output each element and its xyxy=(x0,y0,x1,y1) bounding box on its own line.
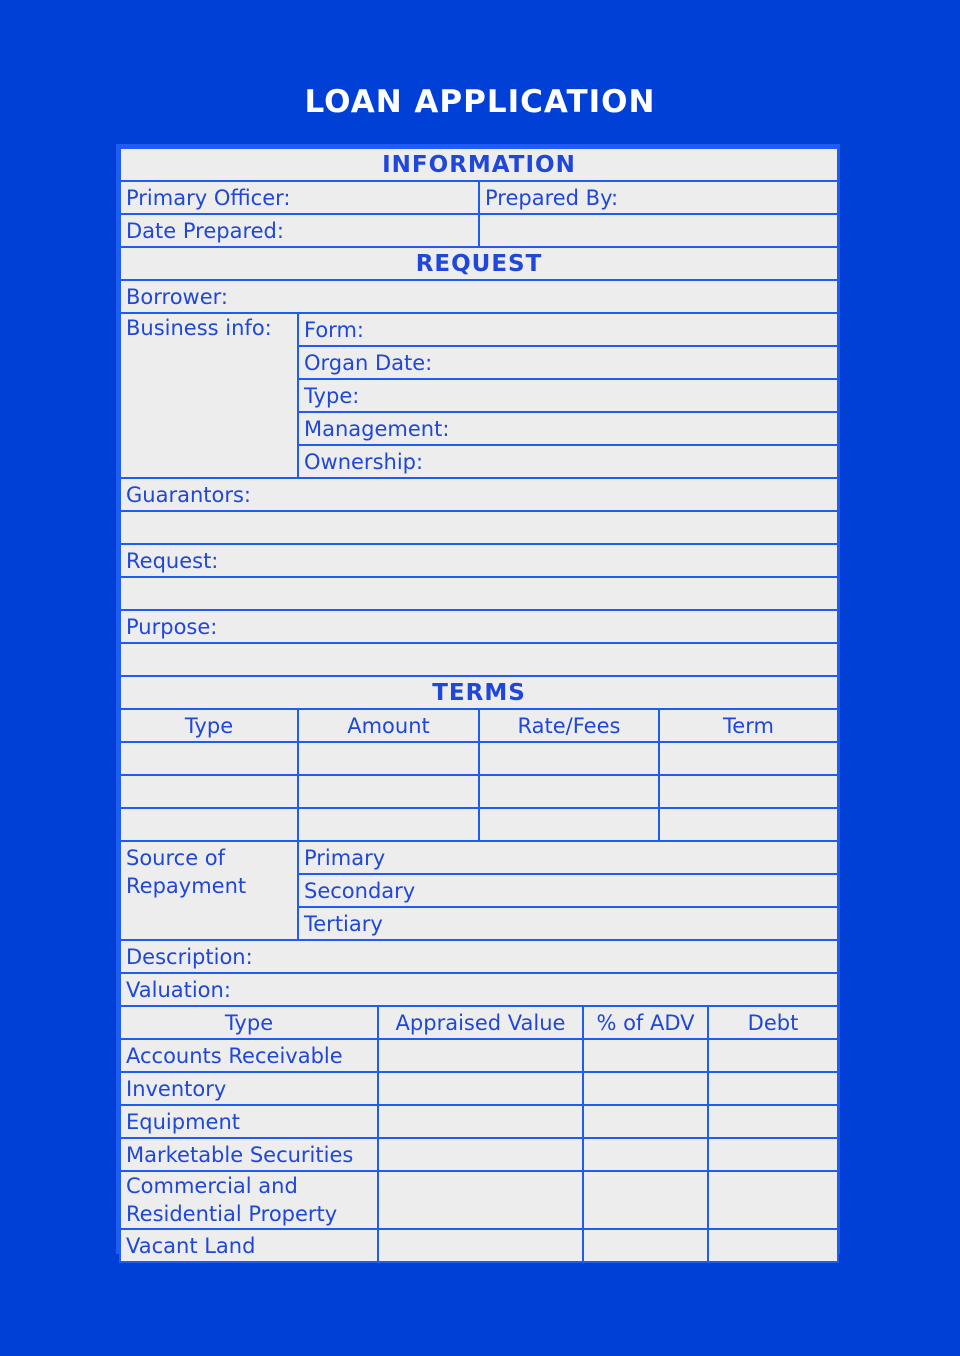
terms-col-rate-fees: Rate/Fees xyxy=(479,709,659,742)
terms-cell[interactable] xyxy=(659,742,838,775)
valuation-type-label: Commercial and Residential Property xyxy=(120,1171,378,1229)
organ-date-field[interactable]: Organ Date: xyxy=(298,346,838,379)
terms-cell[interactable] xyxy=(120,742,298,775)
valuation-cell[interactable] xyxy=(378,1072,583,1105)
valuation-cell[interactable] xyxy=(708,1171,838,1229)
valuation-type-label: Inventory xyxy=(120,1072,378,1105)
terms-cell[interactable] xyxy=(659,808,838,841)
valuation-cell[interactable] xyxy=(708,1138,838,1171)
terms-cell[interactable] xyxy=(479,742,659,775)
terms-col-term: Term xyxy=(659,709,838,742)
terms-cell[interactable] xyxy=(298,808,479,841)
valuation-type-label: Marketable Securities xyxy=(120,1138,378,1171)
prepared-by-field[interactable]: Prepared By: xyxy=(479,181,838,214)
valuation-col-type: Type xyxy=(120,1006,378,1039)
valuation-cell[interactable] xyxy=(583,1039,708,1072)
management-field[interactable]: Management: xyxy=(298,412,838,445)
source-of-repayment-label: Source of Repayment xyxy=(120,841,298,940)
valuation-cell[interactable] xyxy=(708,1229,838,1262)
ownership-field[interactable]: Ownership: xyxy=(298,445,838,478)
borrower-field[interactable]: Borrower: xyxy=(120,280,838,313)
business-type-field[interactable]: Type: xyxy=(298,379,838,412)
valuation-row xyxy=(120,1138,838,1171)
valuation-col-percent-adv: % of ADV xyxy=(583,1006,708,1039)
valuation-row xyxy=(120,1171,838,1229)
guarantors-field[interactable]: Guarantors: xyxy=(120,478,838,511)
terms-col-type: Type xyxy=(120,709,298,742)
loan-application-form xyxy=(119,147,839,1263)
valuation-cell[interactable] xyxy=(583,1171,708,1229)
valuation-cell[interactable] xyxy=(378,1105,583,1138)
valuation-cell[interactable] xyxy=(378,1138,583,1171)
repayment-primary-field[interactable]: Primary xyxy=(298,841,838,874)
date-prepared-value[interactable] xyxy=(479,214,838,247)
terms-cell[interactable] xyxy=(120,808,298,841)
business-info-label: Business info: xyxy=(120,313,298,478)
valuation-row xyxy=(120,1229,838,1262)
terms-row xyxy=(120,775,838,808)
purpose-value[interactable] xyxy=(120,643,838,676)
terms-cell[interactable] xyxy=(120,775,298,808)
valuation-col-debt: Debt xyxy=(708,1006,838,1039)
valuation-type-label: Vacant Land xyxy=(120,1229,378,1262)
request-heading: REQUEST xyxy=(120,247,838,280)
valuation-col-appraised-value: Appraised Value xyxy=(378,1006,583,1039)
valuation-cell[interactable] xyxy=(378,1039,583,1072)
valuation-cell[interactable] xyxy=(583,1072,708,1105)
terms-heading: TERMS xyxy=(120,676,838,709)
form-field[interactable]: Form: xyxy=(298,313,838,346)
guarantors-value[interactable] xyxy=(120,511,838,544)
valuation-row xyxy=(120,1072,838,1105)
terms-col-amount: Amount xyxy=(298,709,479,742)
information-heading: INFORMATION xyxy=(120,148,838,181)
valuation-type-label: Accounts Receivable xyxy=(120,1039,378,1072)
valuation-cell[interactable] xyxy=(378,1171,583,1229)
request-field[interactable]: Request: xyxy=(120,544,838,577)
valuation-cell[interactable] xyxy=(708,1039,838,1072)
valuation-type-label: Equipment xyxy=(120,1105,378,1138)
valuation-cell[interactable] xyxy=(378,1229,583,1262)
date-prepared-field[interactable]: Date Prepared: xyxy=(120,214,479,247)
terms-row xyxy=(120,808,838,841)
terms-cell[interactable] xyxy=(659,775,838,808)
primary-officer-field[interactable]: Primary Officer: xyxy=(120,181,479,214)
terms-cell[interactable] xyxy=(479,808,659,841)
description-field[interactable]: Description: xyxy=(120,940,838,973)
repayment-tertiary-field[interactable]: Tertiary xyxy=(298,907,838,940)
terms-cell[interactable] xyxy=(298,742,479,775)
terms-cell[interactable] xyxy=(479,775,659,808)
purpose-field[interactable]: Purpose: xyxy=(120,610,838,643)
valuation-row xyxy=(120,1039,838,1072)
page-title: LOAN APPLICATION xyxy=(304,84,656,120)
valuation-cell[interactable] xyxy=(708,1105,838,1138)
valuation-cell[interactable] xyxy=(583,1105,708,1138)
request-value[interactable] xyxy=(120,577,838,610)
valuation-field[interactable]: Valuation: xyxy=(120,973,838,1006)
valuation-cell[interactable] xyxy=(583,1138,708,1171)
valuation-row xyxy=(120,1105,838,1138)
terms-row xyxy=(120,742,838,775)
terms-cell[interactable] xyxy=(298,775,479,808)
valuation-cell[interactable] xyxy=(583,1229,708,1262)
valuation-cell[interactable] xyxy=(708,1072,838,1105)
repayment-secondary-field[interactable]: Secondary xyxy=(298,874,838,907)
